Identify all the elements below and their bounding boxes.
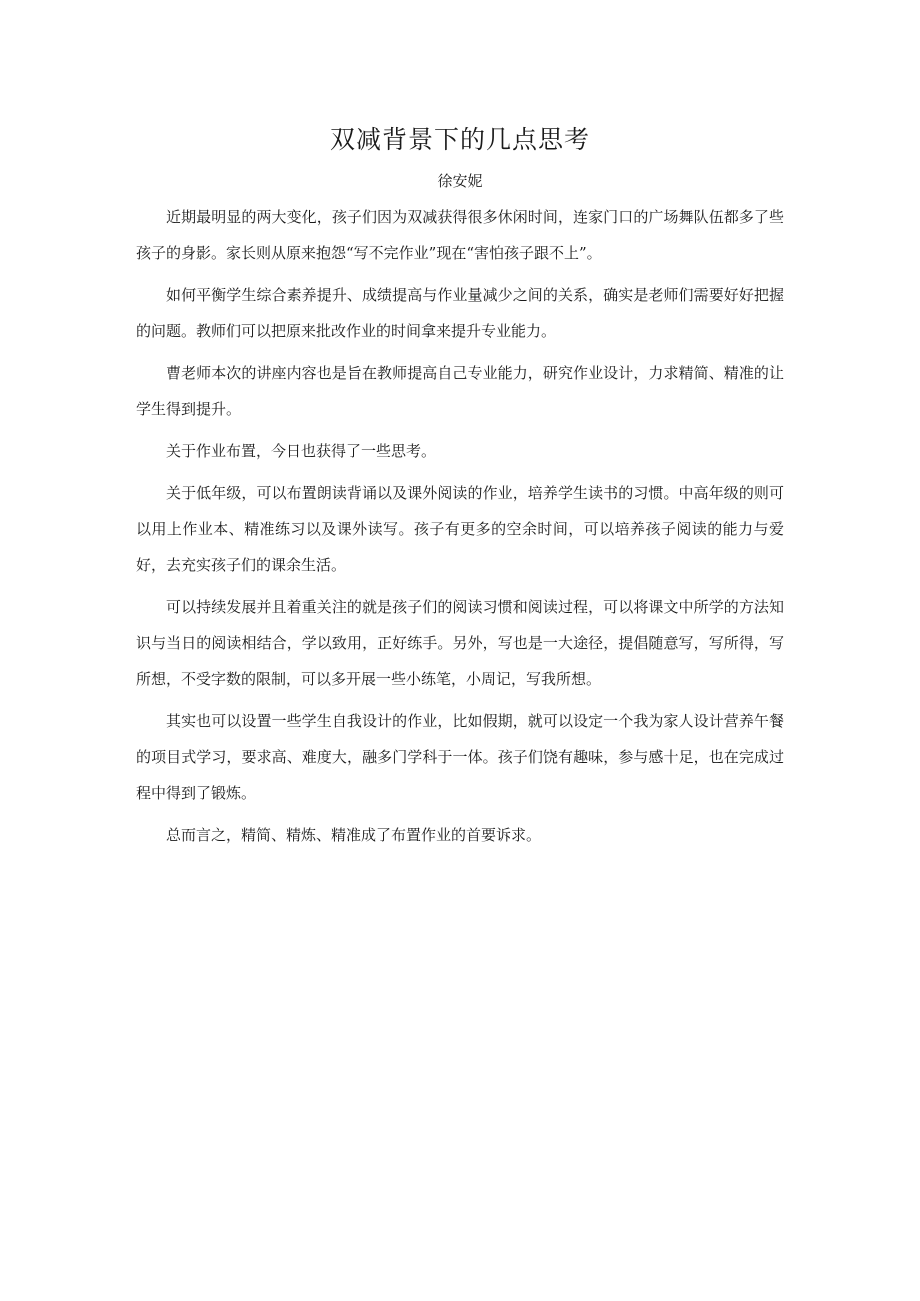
- document-body: [136, 199, 784, 859]
- paragraph: 其实也可以设置一些学生自我设计的作业，比如假期，就可以设定一个我为家人设计营养午餐的项目式学习，要求高、难度大，融多门学科于一体。孩子们饶有趣味，参与感十足，也在完成过程中得到了锻炼。: [136, 712, 784, 802]
- paragraph: 可以持续发展并且着重关注的就是孩子们的阅读习惯和阅读过程，可以将课文中所学的方法知识与当日的阅读相结合，学以致用，正好练手。另外，写也是一大途径，提倡随意写，写所得，写所想，不受字数的限制，可以多开展一些小练笔，小周记，写我所想。: [136, 598, 784, 688]
- paragraph: 关于低年级，可以布置朗读背诵以及课外阅读的作业，培养学生读书的习惯。中高年级的则可以用上作业本、精准练习以及课外读写。孩子有更多的空余时间，可以培养孩子阅读的能力与爱好，去充实孩子们的课余生活。: [136, 484, 784, 574]
- paragraph: 如何平衡学生综合素养提升、成绩提高与作业量减少之间的关系，确实是老师们需要好好把握的问题。教师们可以把原来批改作业的时间拿来提升专业能力。: [136, 286, 784, 340]
- paragraph: 曹老师本次的讲座内容也是旨在教师提高自己专业能力，研究作业设计，力求精简、精准的让学生得到提升。: [136, 364, 784, 418]
- paragraph: 总而言之，精简、精炼、精准成了布置作业的首要诉求。: [166, 826, 542, 844]
- author-name: 徐安妮: [437, 172, 483, 190]
- paragraph: 关于作业布置，今日也获得了一些思考。: [166, 442, 437, 460]
- paragraph: 近期最明显的两大变化，孩子们因为双减获得很多休闲时间，连家门口的广场舞队伍都多了些孩子的身影。家长则从原来抱怨“写不完作业”现在“害怕孩子跟不上”。: [136, 208, 784, 262]
- document-title: 双减背景下的几点思考: [329, 125, 590, 154]
